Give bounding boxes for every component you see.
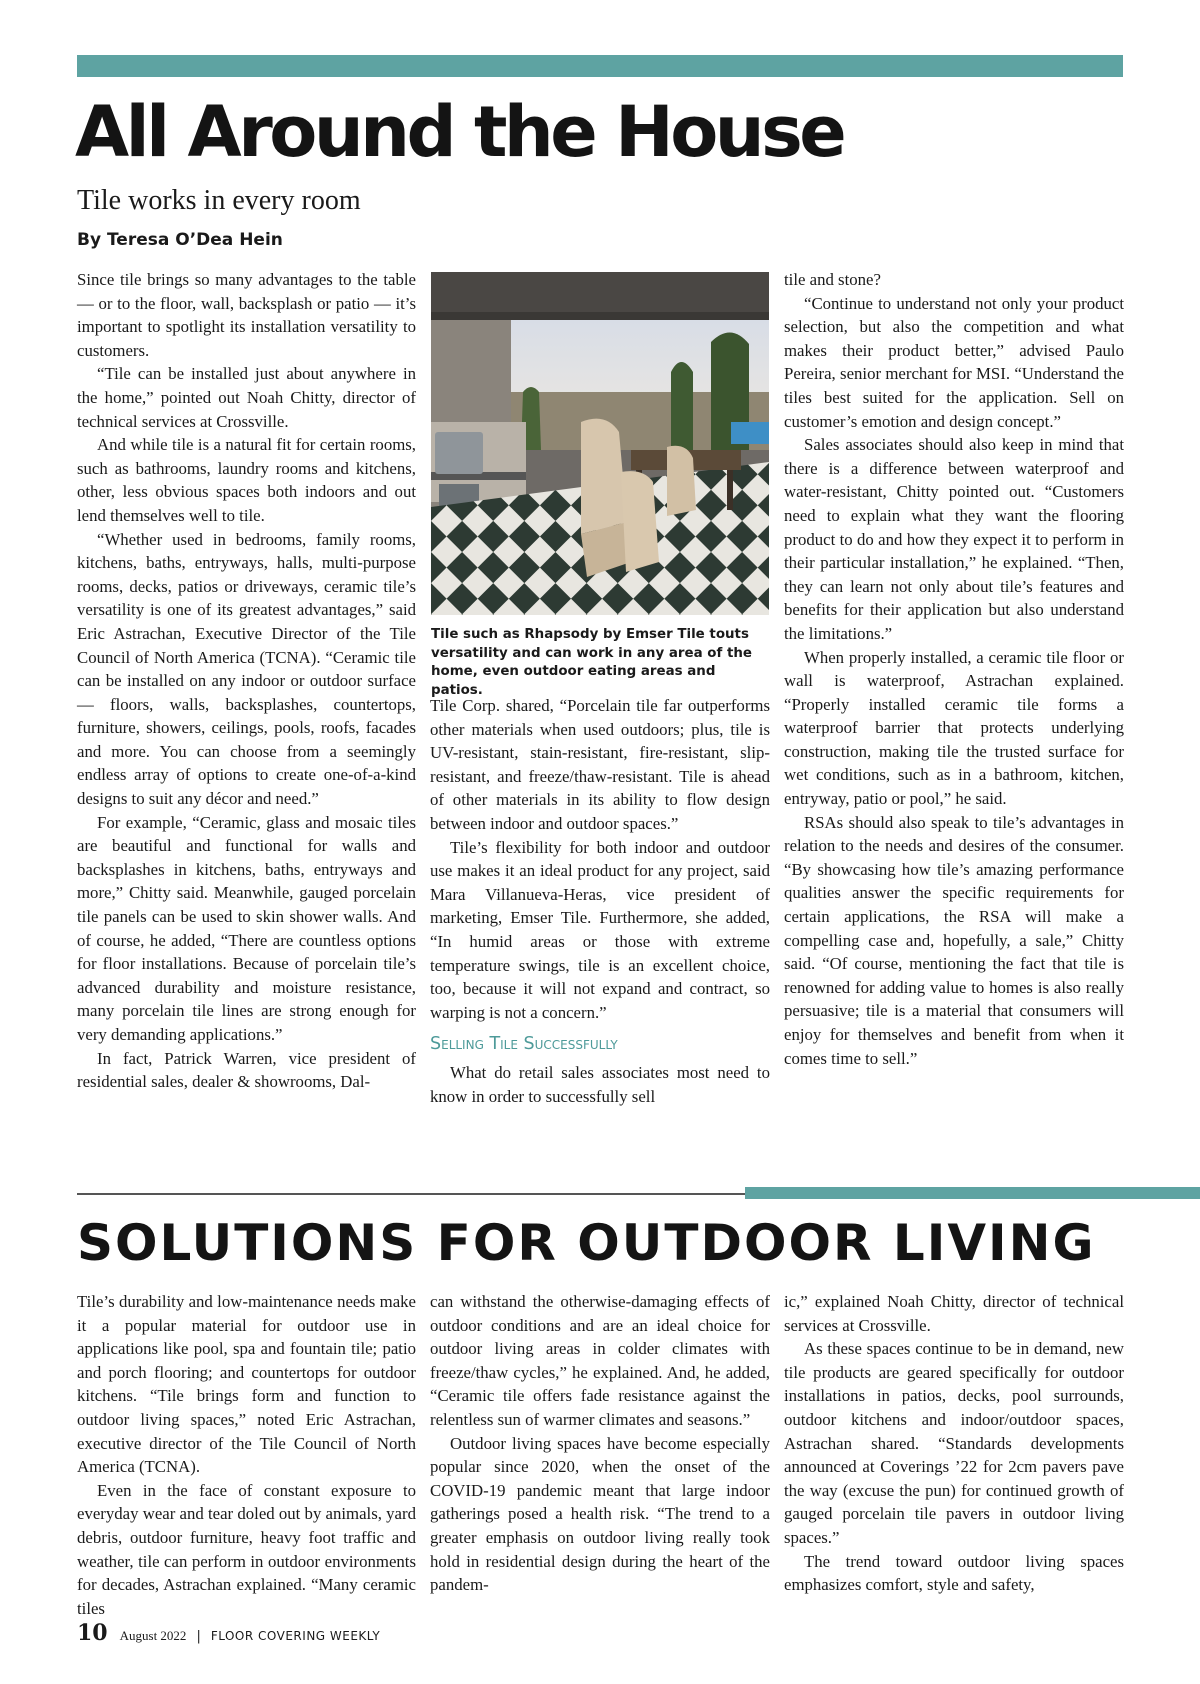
paragraph: And while tile is a natural fit for certain rooms, such as bathrooms, laundry rooms and kitchens, other, less obvious spaces both indoors and out lend themselves well to tile.: [77, 435, 416, 525]
paragraph: Sales associates should also keep in mind that there is a difference between waterproof and water-resistant, Chitty pointed out. “Customers need to explain what they want the flooring product to do and how they expect it to perform in their particular installation,” he explained. “Then, they can learn not only about tile’s features and benefits for their application but also understand the limitations.”: [784, 435, 1124, 643]
section-divider-bar: [745, 1187, 1200, 1199]
sidebar-column-2: [430, 1290, 770, 1597]
issue-date: August 2022: [119, 1628, 187, 1643]
paragraph: Tile’s durability and low-maintenance needs make it a popular material for outdoor use in applications like pool, spa and fountain tile; patio and porch flooring; and countertops for outdoor kitchens. “Tile brings form and function to outdoor living spaces,” noted Eric Astrachan, executive director of the Tile Council of North America (TCNA).: [77, 1292, 416, 1477]
paragraph: RSAs should also speak to tile’s advantages in relation to the needs and desires of the consumer. “By showcasing how tile’s amazing performance qualities answer the specific requirements for certain applications, the RSA will make a compelling case and, hopefully, a sale,” Chitty said. “Of course, mentioning the fact that tile is renowned for adding value to homes is also really persuasive; tile is a material that consumers will enjoy for themselves and benefit from when it comes time to sell.”: [784, 812, 1124, 1068]
paragraph: What do retail sales associates most need to know in order to successfully sell: [430, 1063, 770, 1106]
article-byline: By Teresa O’Dea Hein: [77, 230, 283, 250]
sidebar-column-1: [77, 1290, 416, 1620]
article-title: All Around the House: [75, 91, 844, 173]
paragraph: In fact, Patrick Warren, vice president of residential sales, dealer & showrooms, Dal-: [77, 1048, 416, 1092]
paragraph: Since tile brings so many advantages to the table — or to the floor, wall, backsplash or patio — it’s important to spotlight its installation versatility to customers.: [77, 270, 416, 360]
article-column-3: [784, 268, 1124, 1070]
header-accent-bar: [77, 55, 1123, 77]
paragraph: “Tile can be installed just about anywhere in the home,” pointed out Noah Chitty, director of technical services at Crossville.: [77, 364, 416, 431]
article-column-2: [430, 694, 770, 1109]
photo-caption: Tile such as Rhapsody by Emser Tile touts versatility and can work in any area of the home, even outdoor eating areas and patios.: [431, 627, 752, 698]
sidebar-column-3: [784, 1290, 1124, 1597]
patio-photo: [431, 272, 769, 615]
paragraph: Even in the face of constant exposure to everyday wear and tear doled out by animals, yard debris, outdoor furniture, heavy foot traffic and weather, tile can perform in outdoor environments for decades, Astrachan explained. “Many ceramic tiles: [77, 1480, 416, 1618]
paragraph: can withstand the otherwise-damaging effects of outdoor conditions and are an ideal choice for outdoor living areas in colder climates with freeze/thaw cycles,” he explained. And, he added, “Ceramic tile offers fade resistance against the relentless sun of warmer climates and seasons.”: [430, 1292, 770, 1429]
paragraph: The trend toward outdoor living spaces emphasizes comfort, style and safety,: [784, 1551, 1124, 1595]
sidebar-title: SOLUTIONS FOR OUTDOOR LIVING: [77, 1214, 1096, 1272]
paragraph: “Continue to understand not only your product selection, but also the competition and what makes their product better,” advised Paulo Pereira, senior merchant for MSI. “Understand the tiles best suited for the application. Sell on customer’s emotion and design concept.”: [784, 293, 1124, 431]
paragraph: Outdoor living spaces have become especially popular since 2020, when the onset of the COVID-19 pandemic meant that large indoor gatherings posed a health risk. “The trend to a greater emphasis on outdoor living really took hold in residential design during the heart of the pandem-: [430, 1433, 770, 1595]
article-column-1: [77, 268, 416, 1094]
page-footer: [77, 1620, 380, 1646]
section-divider-line: [77, 1193, 747, 1195]
paragraph: tile and stone?: [784, 270, 881, 289]
paragraph: When properly installed, a ceramic tile floor or wall is waterproof, Astrachan explained. “Properly installed ceramic tile forms a waterproof barrier that protects underlying construction, making tile the trusted surface for wet conditions, such as in a bathroom, kitchen, entryway, patio or pool,” he said.: [784, 647, 1124, 809]
paragraph: ic,” explained Noah Chitty, director of technical services at Crossville.: [784, 1292, 1124, 1335]
paragraph: Tile Corp. shared, “Porcelain tile far outperforms other materials when used outdoors; plus, tile is UV-resistant, stain-resistant, fire-resistant, slip-resistant, and freeze/thaw-resistant. Tile is ahead of other materials in its ability to flow design between indoor and outdoor spaces.”: [430, 696, 770, 833]
paragraph: “Whether used in bedrooms, family rooms, kitchens, baths, entryways, halls, multi-purpose rooms, decks, patios or driveways, ceramic tile’s versatility is one of its greatest advantages,” said Eric Astrachan, Executive Director of the Tile Council of North America (TCNA). “Ceramic tile can be installed on any indoor or outdoor surface — floors, walls, backsplashes, countertops, furniture, showers, ceilings, pools, roofs, facades and more. You can choose from a seemingly endless array of options to create one-of-a-kind designs to suit any décor and need.”: [77, 529, 416, 809]
footer-separator: |: [196, 1629, 201, 1644]
article-subtitle: Tile works in every room: [77, 185, 361, 216]
paragraph: For example, “Ceramic, glass and mosaic tiles are beautiful and functional for walls and backsplashes in kitchens, baths, entryways and more,” Chitty said. Meanwhile, gauged porcelain tile panels can be used to skin shower walls. And of course, he added, “There are countless options for floor installations. Because of porcelain tile’s advanced durability and moisture resistance, many porcelain tile lines are strong enough for very demanding applications.”: [77, 812, 416, 1044]
paragraph: As these spaces continue to be in demand, new tile products are geared specifically for outdoor installations in patios, decks, pool surrounds, outdoor kitchens and indoor/outdoor spaces, Astrachan shared. “Standards developments announced at Coverings ’22 for 2cm pavers pave the way (excuse the pun) for continued growth of gauged porcelain tile pavers in outdoor living spaces.”: [784, 1339, 1124, 1547]
publication-name: FLOOR COVERING WEEKLY: [210, 1629, 381, 1643]
paragraph: Tile’s flexibility for both indoor and outdoor use makes it an ideal product for any project, said Mara Villanueva-Heras, vice president of marketing, Emser Tile. Furthermore, she added, “In humid areas or those with extreme temperature swings, tile is an excellent choice, too, because it will not expand and contract, so warping is not a concern.”: [430, 837, 770, 1022]
section-heading: Selling Tile Successfully: [430, 1034, 618, 1055]
page-number: 10: [77, 1620, 108, 1646]
